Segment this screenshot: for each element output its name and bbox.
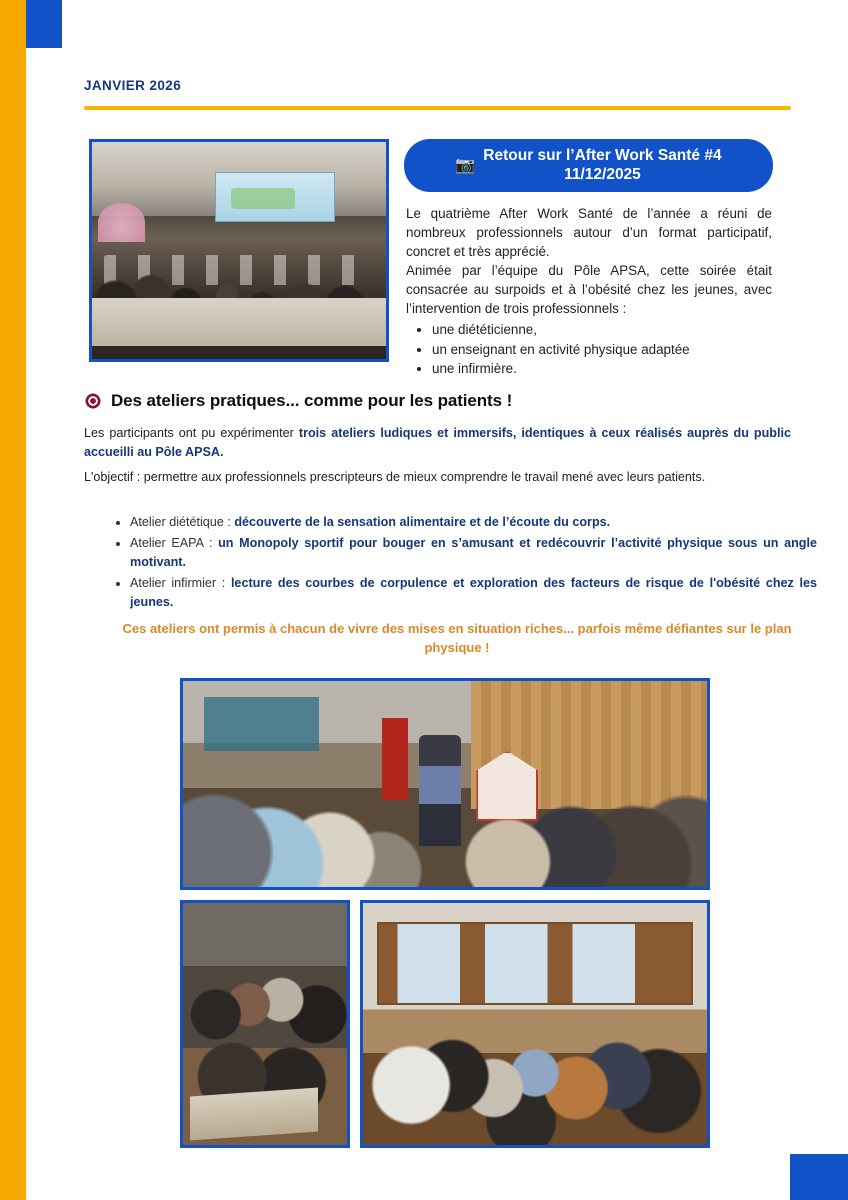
page-date: JANVIER 2026	[84, 78, 182, 93]
photo-table-activity	[180, 900, 350, 1148]
article-title-line1: Retour sur l’After Work Santé #4	[483, 147, 722, 165]
photo-participants	[363, 995, 707, 1145]
workshops-heading-text: Des ateliers pratiques... comme pour les patients !	[111, 391, 513, 410]
top-left-blue-square	[26, 0, 62, 48]
highlight-text: Ces ateliers ont permis à chacun de vivre des mises en situation riches... parfois même défiantes sur le plan physique !	[122, 621, 792, 655]
workshops-heading	[84, 391, 512, 411]
photo-workshop-circle	[180, 678, 710, 890]
workshops-intro-bold: trois ateliers ludiques et immersifs, identiques à ceux réalisés auprès du public accueilli au Pôle APSA.	[84, 426, 791, 459]
photo-scene	[363, 903, 707, 1145]
header-divider	[84, 106, 791, 110]
intro-paragraph-1: Le quatrième After Work Santé de l’année a réuni de nombreux professionnels autour d’un format participatif, concret et très apprécié.	[406, 206, 772, 260]
list-item	[130, 513, 817, 532]
list-item: • une diététicienne,	[432, 320, 772, 339]
photo-standing-group	[360, 900, 710, 1148]
workshops-objective-paragraph: L'objectif : permettre aux professionnels prescripteurs de mieux comprendre le travail mené avec leurs patients.	[84, 470, 706, 484]
photo-tables	[92, 298, 386, 346]
photo-projection	[204, 697, 319, 751]
photo-scene	[92, 142, 386, 359]
camera-icon: 📷	[455, 156, 476, 174]
photo-projection-screen	[215, 172, 335, 222]
workshop-detail: un Monopoly sportif pour bouger en s’amusant et redécouvrir l’activité physique sous un angle motivant.	[130, 535, 817, 569]
target-icon	[84, 392, 102, 410]
workshops-list	[106, 513, 817, 613]
left-accent-bar	[0, 0, 26, 1200]
intro-paragraph-2: Animée par l’équipe du Pôle APSA, cette soirée était consacrée au surpoids et à l’obésité chez les jeunes, avec l’intervention de trois professionnels :	[406, 263, 772, 317]
workshops-intro-plain: Les participants ont pu expérimenter	[84, 426, 299, 440]
photo-scene	[183, 681, 707, 887]
article-title-line2: 11/12/2025	[564, 165, 641, 183]
page-content	[62, 0, 848, 1200]
workshops-intro-paragraph	[84, 424, 791, 462]
workshop-label: Atelier EAPA :	[130, 535, 219, 550]
list-item	[130, 574, 817, 612]
photo-conference-room	[89, 139, 389, 362]
list-item: • une infirmière.	[432, 359, 772, 378]
article-title-badge	[404, 139, 773, 192]
intro-block	[406, 204, 772, 379]
photo-scene	[183, 903, 347, 1145]
list-item	[130, 534, 817, 572]
workshop-label: Atelier infirmier :	[130, 575, 231, 590]
intro-professionals-list	[406, 320, 772, 378]
workshop-detail: découverte de la sensation alimentaire et de l’écoute du corps.	[234, 515, 611, 529]
photo-participants	[183, 772, 707, 887]
photo-table	[190, 1087, 318, 1139]
workshop-detail: lecture des courbes de corpulence et exploration des facteurs de risque de l'obésité chez les jeunes.	[130, 575, 817, 609]
article-title	[483, 147, 721, 184]
list-item: • un enseignant en activité physique adaptée	[432, 340, 772, 359]
workshop-label: Atelier diététique :	[130, 515, 235, 529]
photo-windows	[377, 922, 693, 1004]
